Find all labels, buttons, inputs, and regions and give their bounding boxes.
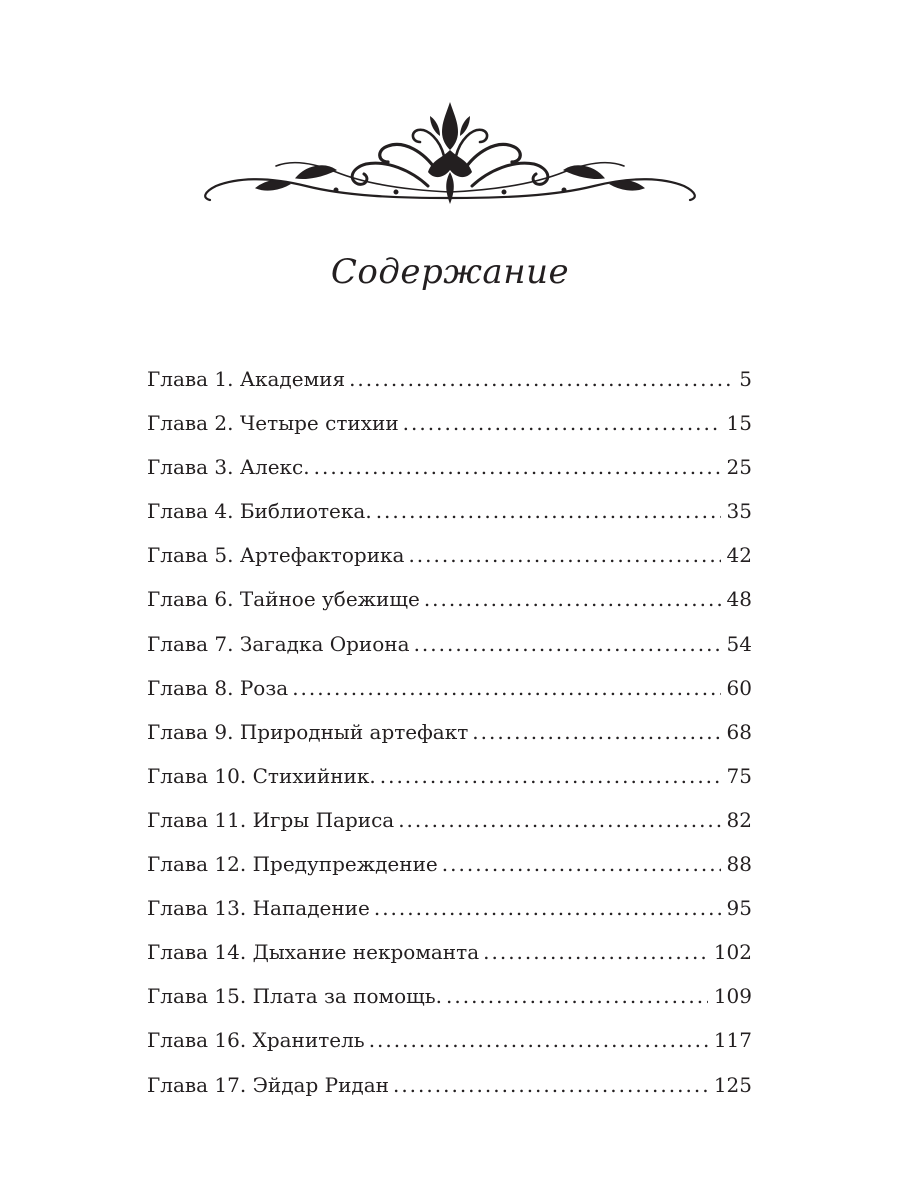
toc-entry bbox=[147, 577, 752, 621]
toc-entry-label: Глава 17. Эйдар Ридан bbox=[147, 1072, 389, 1097]
toc-entry-page: 54 bbox=[726, 631, 752, 656]
toc-entry-page: 95 bbox=[726, 896, 752, 921]
toc-entry-label: Глава 16. Хранитель bbox=[147, 1028, 365, 1053]
toc-entry bbox=[147, 842, 752, 886]
toc-entry-page: 88 bbox=[726, 852, 752, 877]
toc-leader-dots bbox=[472, 710, 720, 754]
toc-leader-dots bbox=[483, 930, 708, 974]
toc-leader-dots bbox=[374, 886, 721, 930]
toc-entry bbox=[147, 1018, 752, 1062]
toc-entry-page: 15 bbox=[726, 411, 752, 436]
toc-entry bbox=[147, 622, 752, 666]
toc-leader-dots bbox=[349, 357, 733, 401]
toc-entry-page: 117 bbox=[713, 1028, 752, 1053]
toc-entry-page: 82 bbox=[726, 807, 752, 832]
toc-entry-label: Глава 13. Нападение bbox=[147, 896, 370, 921]
toc-entry-label: Глава 3. Алекс. bbox=[147, 455, 310, 480]
toc-leader-dots bbox=[380, 754, 721, 798]
toc-entry-label: Глава 9. Природный артефакт bbox=[147, 719, 469, 744]
toc-entry-label: Глава 5. Артефакторика bbox=[147, 543, 405, 568]
toc-entry bbox=[147, 666, 752, 710]
toc-entry-label: Глава 8. Роза bbox=[147, 675, 289, 700]
toc-entry bbox=[147, 533, 752, 577]
toc-entry bbox=[147, 886, 752, 930]
toc-entry-label: Глава 7. Загадка Ориона bbox=[147, 631, 410, 656]
toc-entry-label: Глава 4. Библиотека. bbox=[147, 499, 372, 524]
toc-entry bbox=[147, 930, 752, 974]
toc-entry-page: 60 bbox=[726, 675, 752, 700]
toc-leader-dots bbox=[414, 622, 721, 666]
toc-entry bbox=[147, 798, 752, 842]
toc-entry-page: 109 bbox=[713, 984, 752, 1009]
toc-entry-label: Глава 2. Четыре стихии bbox=[147, 411, 399, 436]
toc-entry-page: 35 bbox=[726, 499, 752, 524]
toc-leader-dots bbox=[314, 445, 721, 489]
toc-entry-page: 48 bbox=[726, 587, 752, 612]
toc-entry-label: Глава 6. Тайное убежище bbox=[147, 587, 420, 612]
toc-entry-label: Глава 14. Дыхание некроманта bbox=[147, 940, 480, 965]
toc-entry-label: Глава 10. Стихийник. bbox=[147, 763, 376, 788]
toc-entry bbox=[147, 357, 752, 401]
toc-entry bbox=[147, 974, 752, 1018]
toc-entry-label: Глава 11. Игры Париса bbox=[147, 807, 395, 832]
toc-entry bbox=[147, 754, 752, 798]
toc-entry bbox=[147, 1063, 752, 1107]
toc-entry-page: 75 bbox=[726, 763, 752, 788]
toc-leader-dots bbox=[403, 401, 721, 445]
toc-entry-label: Глава 15. Плата за помощь. bbox=[147, 984, 442, 1009]
floral-flourish-ornament-icon bbox=[196, 100, 704, 208]
toc-entry-label: Глава 1. Академия bbox=[147, 367, 346, 391]
toc-entry bbox=[147, 445, 752, 489]
toc-leader-dots bbox=[398, 798, 720, 842]
page-title: Содержание bbox=[330, 252, 570, 292]
toc-entry bbox=[147, 710, 752, 754]
toc-entry-page: 42 bbox=[726, 543, 752, 568]
toc-entry-page: 102 bbox=[713, 940, 752, 965]
toc-leader-dots bbox=[408, 533, 720, 577]
toc-leader-dots bbox=[424, 577, 721, 621]
toc-entry bbox=[147, 401, 752, 445]
toc-entry bbox=[147, 489, 752, 533]
toc-leader-dots bbox=[369, 1018, 708, 1062]
toc-leader-dots bbox=[393, 1063, 708, 1107]
table-of-contents bbox=[147, 357, 752, 1107]
toc-leader-dots bbox=[292, 666, 720, 710]
toc-leader-dots bbox=[442, 842, 721, 886]
toc-leader-dots bbox=[376, 489, 721, 533]
toc-entry-page: 68 bbox=[726, 719, 752, 744]
toc-leader-dots bbox=[446, 974, 708, 1018]
toc-entry-page: 25 bbox=[726, 455, 752, 480]
toc-entry-page: 5 bbox=[739, 367, 752, 391]
toc-entry-page: 125 bbox=[713, 1072, 752, 1097]
toc-entry-label: Глава 12. Предупреждение bbox=[147, 852, 438, 877]
